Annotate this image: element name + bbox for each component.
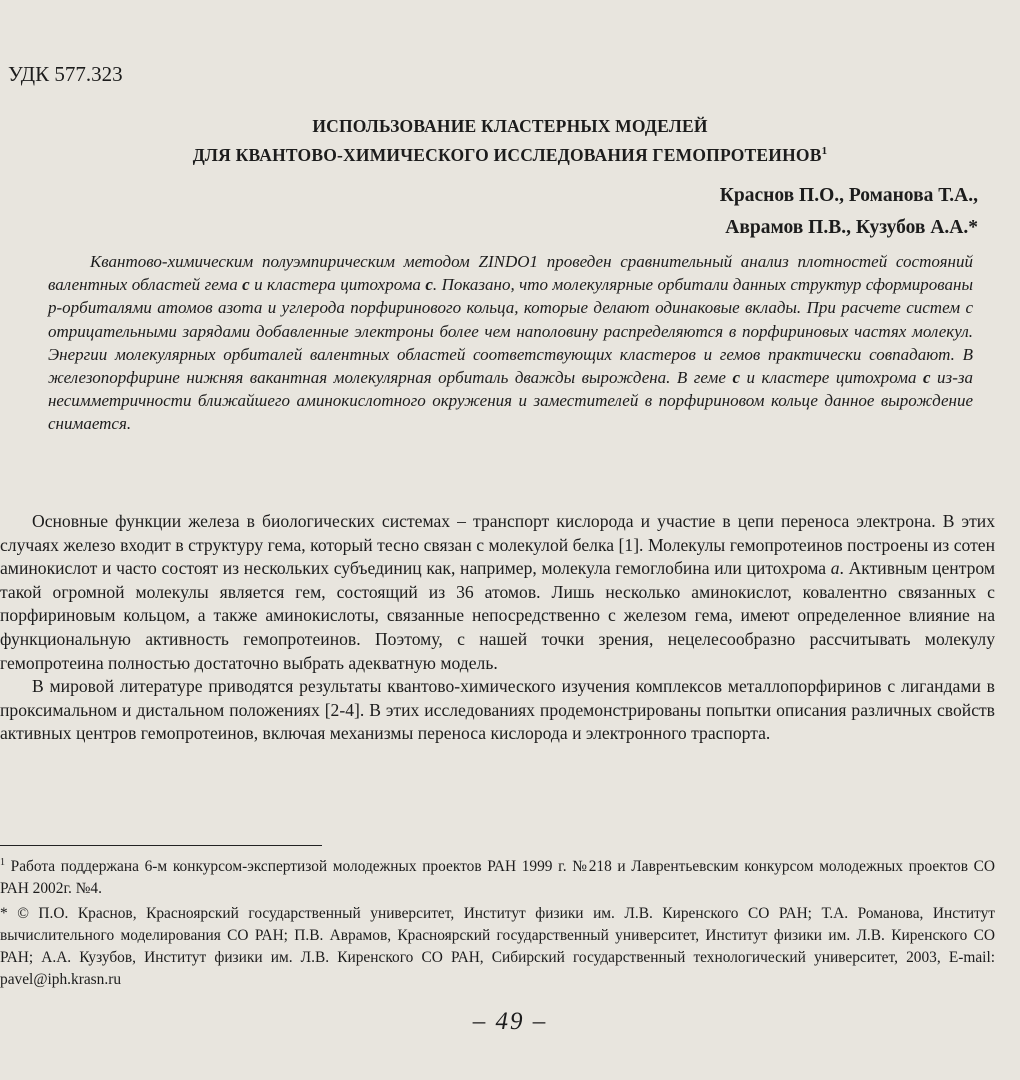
body-text: [0, 510, 995, 746]
author-list: [720, 180, 978, 244]
footnote-2: * © П.О. Краснов, Красноярский государственный университет, Институт физики им. Л.В. Киренского СО РАН; Т.А. Романова, Институт вычислительного моделирования СО РАН; П.В. Аврамов, Красноярский государственный университет, Институт физики им. Л.В. Киренского СО РАН; А.А. Кузубов, Институт физики им. Л.В. Киренского СО РАН, Сибирский государственный технологический университет, 2003, E-mail: pavel@iph.krasn.ru: [0, 905, 995, 989]
footnotes: [0, 852, 995, 994]
footnote-divider: [0, 845, 322, 846]
authors-line-2: Аврамов П.В., Кузубов А.А.*: [725, 217, 978, 238]
page-number: – 49 –: [472, 1008, 548, 1035]
abstract: [48, 250, 973, 436]
title-line-1: ИСПОЛЬЗОВАНИЕ КЛАСТЕРНЫХ МОДЕЛЕЙ: [312, 116, 708, 136]
udk-code: УДК 577.323: [8, 62, 123, 86]
title-line-2: ДЛЯ КВАНТОВО-ХИМИЧЕСКОГО ИССЛЕДОВАНИЯ ГЕМОПРОТЕИНОВ$^1$: [192, 144, 828, 165]
authors-line-1: Краснов П.О., Романова Т.А.,: [719, 185, 978, 206]
body-paragraph-1: Основные функции железа в биологических системах – транспорт кислорода и участие в цепи переноса электрона. В этих случаях железо входит в структуру гема, который тесно связан с молекулой белка [1]. Молекулы гемопротеинов построены из сотен аминокислот и часто состоят из нескольких субъединиц как, например, молекула гемоглобина или цитохрома а. Активным центром такой огромной молекулы является гем, состоящий из 36 атомов. Лишь несколько аминокислот, ковалентно связанных с порфириновым кольцом, а также аминокислоты, связанные непосредственно с железом гема, имеют определенное влияние на функциональную активность гемопротеинов. Поэтому, с нашей точки зрения, нецелесообразно рассчитывать молекулу гемопротеина полностью достаточно выбрать адекватную модель.: [0, 511, 995, 673]
abstract-text: Квантово-химическим полуэмпирическим методом ZINDO1 проведен сравнительный анализ плотностей состояний валентных областей гема с и кластера цитохрома с. Показано, что молекулярные орбитали данных структур сформированы р-орбиталями атомов азота и углерода порфиринового кольца, которые делают одинаковые вклады. При расчете систем с отрицательными зарядами добавленные электроны более чем наполовину распределяются в порфириновых частях молекул. Энергии молекулярных орбиталей валентных областей соответствующих кластеров и гемов практически совпадают. В железопорфирине нижняя вакантная молекулярная орбиталь дважды вырождена. В геме с и кластере цитохрома с из-за несимметричности ближайшего аминокислотного окружения и заместителей в порфириновом кольце данное вырождение снимается.: [48, 252, 973, 434]
body-paragraph-2: В мировой литературе приводятся результаты квантово-химического изучения комплексов металлопорфиринов с лигандами в проксимальном и дистальном положениях [2-4]. В этих исследованиях продемонстрированы попытки описания различных свойств активных центров гемопротеинов, включая механизмы переноса кислорода и электронного траспорта.: [0, 676, 995, 744]
title-footnote-mark: 1: [821, 145, 828, 157]
footnote-1: $^1$ Работа поддержана 6-м конкурсом-экспертизой молодежных проектов РАН 1999 г. №218 и Лаврентьевским конкурсом молодежных проектов СО РАН 2002г. №4.: [0, 857, 995, 898]
article-title: [0, 114, 1020, 168]
